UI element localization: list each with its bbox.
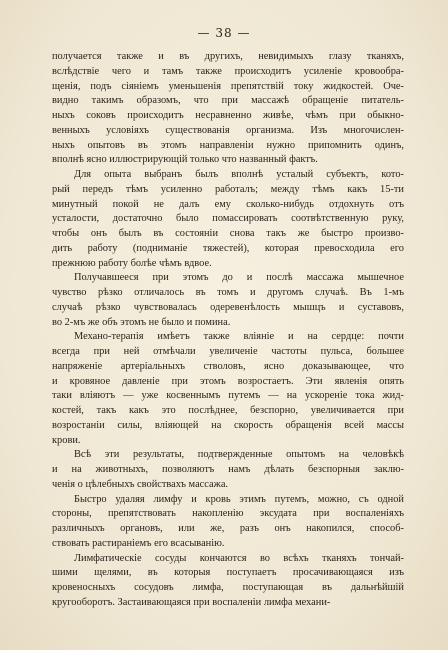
text-line: прежнюю работу болѣе чѣмъ вдвое. xyxy=(52,257,212,269)
text-line: вслѣдствіе чего и тамъ также происходитъ усиленіе кровообра- xyxy=(52,65,404,77)
text-line: дить работу (подниманіе тяжестей), которая превосходила его xyxy=(52,242,404,254)
text-line: кругооборотъ. Застаивающаяся при воспаленіи лимфа механи- xyxy=(52,596,331,608)
text-line: кровеносныхъ сосудовъ лимфа, поступающая въ дальнѣйшій xyxy=(52,582,404,593)
text-line: стороны, препятствовать накопленію эксудата при воспаленіяхъ xyxy=(52,508,404,520)
text-line: и кровяное давленіе при этомъ возростаетъ. Эти явленія опять xyxy=(52,375,404,387)
text-line: рый передъ тѣмъ усиленно работалъ; между тѣмъ какъ 15-ти xyxy=(52,183,404,195)
text-line: чтобы онъ былъ въ состояніи снова такъ же быстро произво- xyxy=(52,228,404,239)
text-line: ныхъ соковъ происходитъ несравненно живѣе, чѣмъ при обыкно- xyxy=(52,110,404,121)
text-line: ченія о цѣлебныхъ свойствахъ массажа. xyxy=(52,478,229,490)
text-line: ствовать растираніемъ его всасыванію. xyxy=(52,537,225,549)
text-line: усталости, достаточно было помассировать соотвѣтственную руку, xyxy=(52,213,404,225)
text-line: вполнѣ ясно иллюстрирующій только что названный фактъ. xyxy=(52,154,318,166)
paragraph xyxy=(52,448,404,492)
text-line: Механо-терапія имѣетъ также вліяніе и на сердце: почти xyxy=(74,331,404,343)
text-line: Получавшееся при этомъ до и послѣ массажа мышечное xyxy=(74,272,404,284)
paragraph xyxy=(52,330,404,448)
text-line: видно такимъ образомъ, что при массажѣ обращеніе питатель- xyxy=(52,95,404,107)
text-line: во 2-мъ же объ этомъ не было и помина. xyxy=(52,316,231,328)
text-line: минутный покой не далъ ему сколько-нибудь отдохнуть отъ xyxy=(52,198,404,210)
body-text xyxy=(52,50,404,611)
text-line: ныхъ опытовъ въ этомъ направленіи нужно припомнить одинъ, xyxy=(52,139,404,151)
paragraph xyxy=(52,271,404,330)
paragraph xyxy=(52,168,404,271)
page-number: — 38 — xyxy=(197,26,251,40)
text-line: щенія, подъ сіяніемъ уменьшенія препятствій току жидкостей. Оче- xyxy=(52,80,404,92)
text-line: шими щелями, въ которыя поступаетъ просачивающаяся изъ xyxy=(52,567,404,579)
text-line: всегда при ней отмѣчали увеличеніе частоты пульса, большее xyxy=(52,346,404,357)
text-line: крови. xyxy=(52,434,81,446)
text-line: таки вліяютъ — уже косвеннымъ путемъ — на ускореніе тока жид- xyxy=(52,390,404,402)
text-line: случаѣ рѣзко чувствовалась одеревенѣлость мышцъ и суставовъ, xyxy=(52,301,404,313)
text-line: Всѣ эти результаты, подтвержденные опытомъ на человѣкѣ xyxy=(74,449,404,461)
text-line: различныхъ органовъ, или же, разъ онъ накопился, способ- xyxy=(52,523,404,534)
paragraph xyxy=(52,493,404,552)
text-line: Лимфатическіе сосуды кончаются во всѣхъ тканяхъ тончай- xyxy=(74,552,404,564)
text-line: напряженіе артеріальныхъ стволовъ, ясно доказывающее, что xyxy=(52,360,404,372)
text-line: Для опыта выбранъ былъ вполнѣ усталый субъектъ, кото- xyxy=(74,169,404,180)
paragraph xyxy=(52,50,404,168)
text-line: получается также и въ другихъ, невидимыхъ глазу тканяхъ, xyxy=(52,51,404,62)
text-line: чувство рѣзко отличалось въ томъ и другомъ случаѣ. Въ 1-мъ xyxy=(52,287,404,298)
text-line: венныхъ условіяхъ существованія организма. Изъ многочислен- xyxy=(52,124,404,136)
text-line: возростаніи силы, вліяющей на скорость обращенія всей массы xyxy=(52,419,404,431)
text-line: Быстро удаляя лимфу и кровь этимъ путемъ, можно, съ одной xyxy=(74,493,404,505)
paragraph xyxy=(52,552,404,611)
text-line: и на животныхъ, позволяютъ намъ дѣлать безспорныя заклю- xyxy=(52,464,404,475)
text-line: костей, такъ какъ это послѣднее, безспорно, увеличивается при xyxy=(52,405,404,416)
